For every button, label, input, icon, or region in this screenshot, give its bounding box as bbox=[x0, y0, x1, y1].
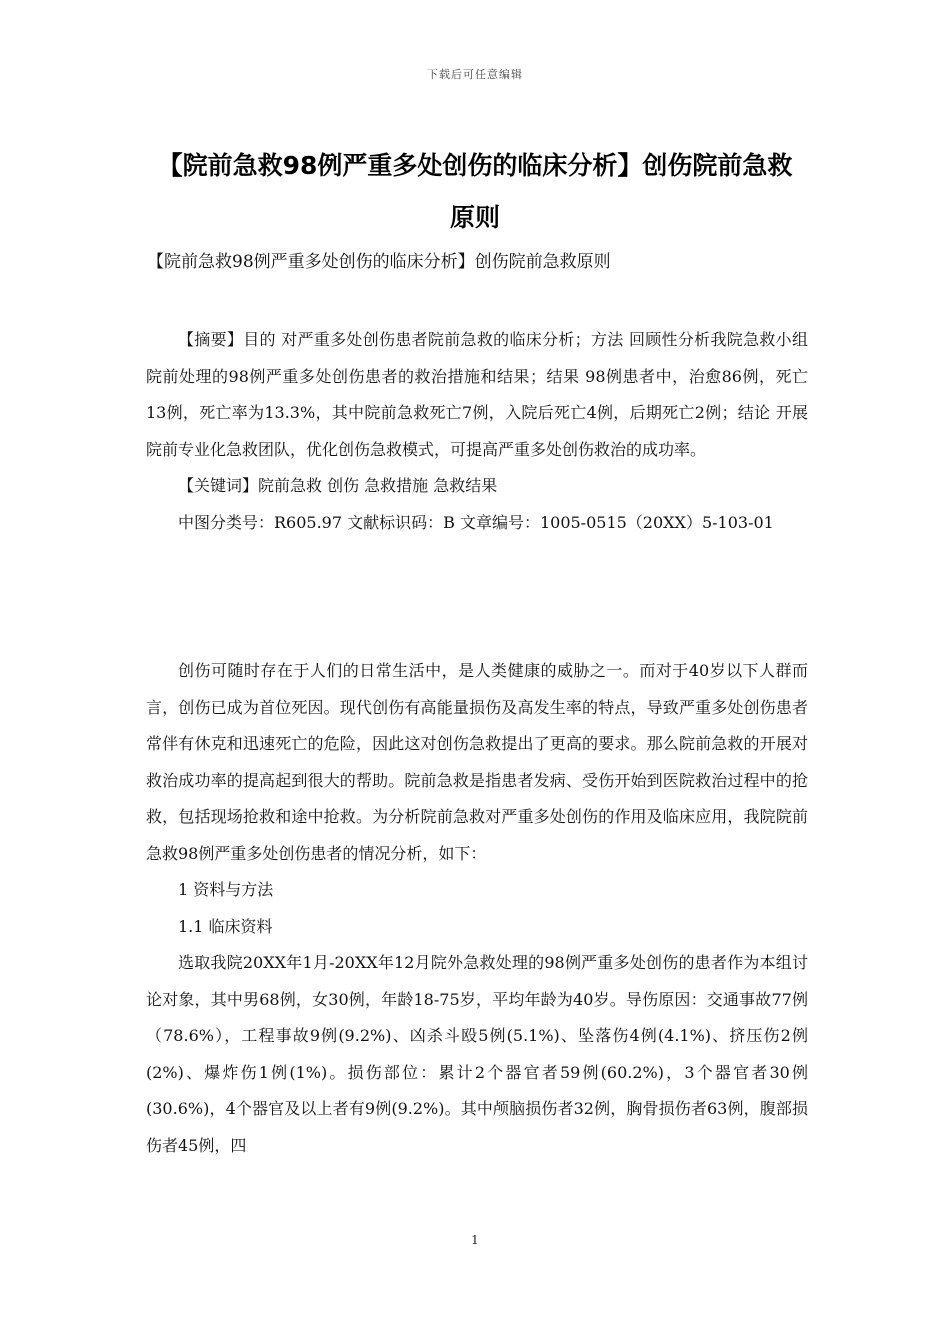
page-header-note: 下载后可任意编辑 bbox=[427, 68, 523, 81]
title-line-2: 原则 bbox=[449, 203, 500, 232]
abstract-paragraph: 【摘要】目的 对严重多处创伤患者院前急救的临床分析；方法 回顾性分析我院急救小组院前处理的98例严重多处创伤患者的救治措施和结果；结果 98例患者中，治愈86例，死亡13例，死亡率为13.3%，其中院前急救死亡7例，入院后死亡4例，后期死亡2例；结论 开展院前专业化急救团队，优化创伤急救模式，可提高严重多处创伤救治的成功率。 bbox=[146, 330, 808, 459]
section-heading-1: 1 资料与方法 bbox=[178, 880, 274, 899]
body-block bbox=[146, 653, 808, 1164]
intro-paragraph: 创伤可随时存在于人们的日常生活中，是人类健康的威胁之一。而对于40岁以下人群而言，创伤已成为首位死因。现代创伤有高能量损伤及高发生率的特点，导致严重多处创伤患者常伴有休克和迅速死亡的危险，因此这对创伤急救提出了更高的要求。那么院前急救的开展对救治成功率的提高起到很大的帮助。院前急救是指患者发病、受伤开始到医院救治过程中的抢救，包括现场抢救和途中抢救。为分析院前急救对严重多处创伤的作用及临床应用，我院院前急救98例严重多处创伤患者的情况分析，如下： bbox=[146, 661, 808, 863]
clinical-data-paragraph: 选取我院20XX年1月-20XX年12月院外急救处理的98例严重多处创伤的患者作为本组讨论对象，其中男68例，女30例，年龄18-75岁，平均年龄为40岁。导伤原因：交通事故77例（78.6%），工程事故9例(9.2%)、凶杀斗殴5例(5.1%)、坠落伤4例(4.1%)、挤压伤2例(2%)、爆炸伤1例(1%)。损伤部位：累计2个器官者59例(60.2%)，3个器官者30例(30.6%)，4个器官及以上者有9例(9.2%)。其中颅脑损伤者32例，胸骨损伤者63例，腹部损伤者45例，四 bbox=[146, 953, 808, 1155]
keywords-paragraph: 【关键词】院前急救 创伤 急救措施 急救结果 bbox=[178, 476, 498, 495]
document-subtitle: 【院前急救98例严重多处创伤的临床分析】创伤院前急救原则 bbox=[147, 252, 611, 272]
title-line-1: 【院前急救98例严重多处创伤的临床分析】创伤院前急救 bbox=[157, 151, 793, 180]
section-heading-1-1: 1.1 临床资料 bbox=[178, 916, 273, 936]
page-number: 1 bbox=[471, 1233, 479, 1247]
document-title bbox=[100, 140, 850, 244]
classification-paragraph: 中图分类号：R605.97 文献标识码：B 文章编号：1005-0515（20XX）5-103-01 bbox=[178, 512, 774, 532]
abstract-block bbox=[146, 322, 808, 541]
